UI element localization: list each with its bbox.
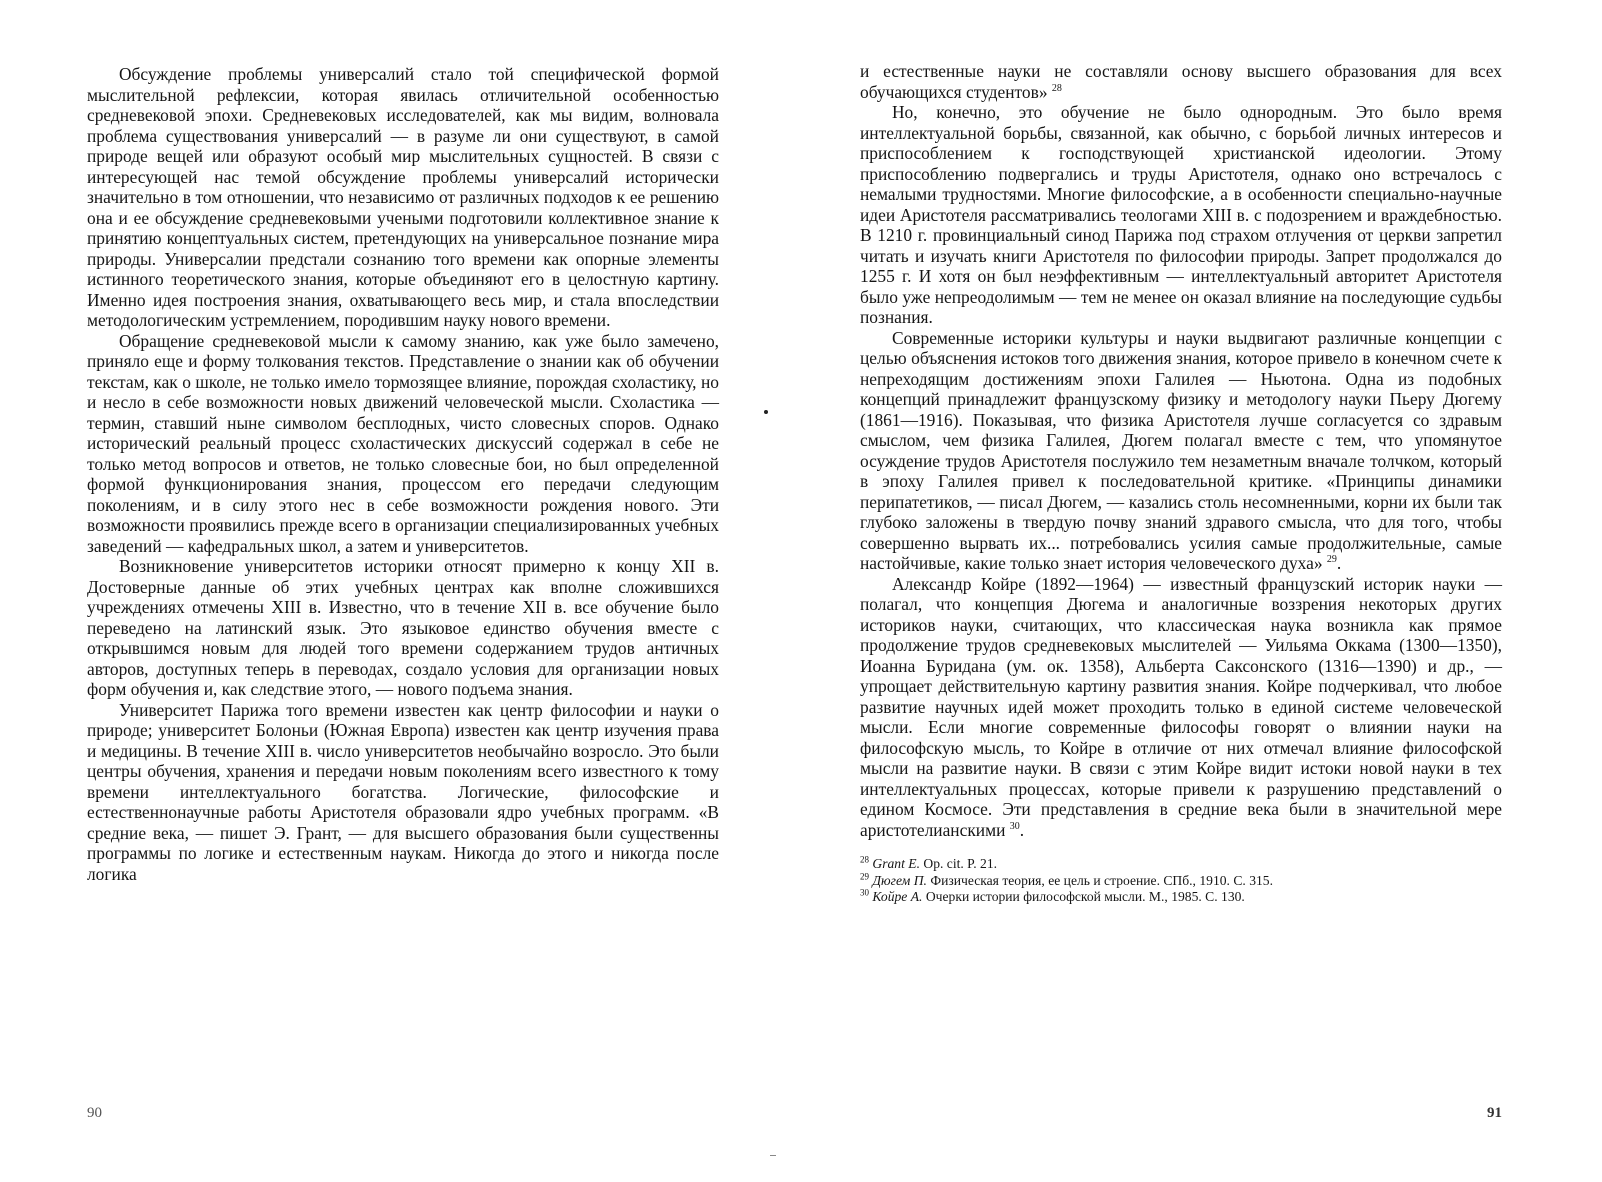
paragraph-text: Современные историки культуры и науки выдвигают различные концепции с целью объяснения истоков того движения знания, которое привело в конечном счете к непреходящим достижениям эпохи Галилея — Ньютона. Одна из подобных концепций принадлежит французскому физику и методологу науки Пьеру Дюгему (1861—1916). Показывая, что физика Аристотеля лучше согласуется со здравым смыслом, чем физика Галилея, Дюгем полагал вместе с тем, что упомянутое осуждение трудов Аристотеля послужило тем незаметным вначале толчком, который в эпоху Галилея привел к последовательной критике. «Принципы динамики перипатетиков, — писал Дюгем, — казались столь несомненными, корни их были так глубоко заложены в твердую почву знаний здравого смысла, что для того, чтобы совершенно вырвать их... потребовались усилия самые продолжительные, самые настойчивые, какие только знает история человеческого духа» [860,327,1502,573]
paragraph: Возникновение университетов историки относят примерно к концу XII в. Достоверные данные об этих учебных центрах как вполне сложившихся учреждениях отмечены XIII в. Известно, что в течение XII в. все обучение было переведено на латинский язык. Это языковое единство обучения вместе с открывшимся новым для людей того времени содержанием трудов античных авторов, доступных теперь в переводах, создало условия для организации новых форм обучения и, как следствие этого, — нового подъема знания. [87,556,719,699]
footnote-number: 28 [860,854,869,865]
page-number: 91 [1487,1105,1502,1121]
footnote-ref: 30 [1009,820,1020,832]
paragraph-text: Александр Койре (1892—1964) — известный французский историк науки — полагал, что концепция Дюгема и аналогичные воззрения некоторых других историков науки, считающих, что классическая наука возникла как прямое продолжение трудов средневековых мыслителей — Уильяма Оккама (1300—1350), Иоанна Буридана (ум. ок. 1358), Альберта Саксонского (1316—1390) и др., — упрощает действительную картину развития знания. Койре подчеркивал, что любое развитие научных идей может проходить только в единой системе человеческой мысли. Если многие современные философы говорят о влиянии науки на философскую мысль, то Койре в отличие от них отмечал влияние философской мысли на развитие науки. В связи с этим Койре видит истоки новой науки в тех интеллектуальных процессах, которые привели к разрушению представлений о едином Космосе. Эти представления в средние века были в значительной мере аристотелианскими [860,573,1502,840]
footnote-author: Дюгем П. [872,872,927,888]
footnote-text: Физическая теория, ее цель и строение. СПб., 1910. С. 315. [930,872,1273,888]
footnote [860,870,1502,890]
page-number: 90 [87,1105,102,1121]
footnote-text: Op. cit. P. 21. [923,856,998,871]
continuation-text: и естественные науки не составляли основу высшего образования для всех обучающихся студентов» [860,61,1502,102]
right-page [801,0,1602,1182]
footnotes [860,856,1502,906]
paragraph [860,102,1502,328]
gutter-tick [770,1155,776,1156]
paragraph-continuation [860,61,1502,102]
paragraph: Обращение средневековой мысли к самому знанию, как уже было замечено, приняло еще и форму толкования текстов. Представление о знании как об обучении текстам, как о школе, не только имело тормозящее влияние, порождая схоластику, но и несло в себе возможности новых движений человеческой мысли. Схоластика — термин, ставший ныне символом бесплодных, чисто словесных споров. Однако исторический реальный процесс схоластических дискуссий содержал в себе не только метод вопросов и ответов, не только словесные бои, но был определенной формой функционирования знания, процессом его передачи следующим поколениям, и в силу этого нес в себе возможности рождения нового. Эти возможности проявились прежде всего в организации специализированных учебных заведений — кафедральных школ, а затем и университетов. [87,330,719,556]
left-text-column [87,64,719,884]
footnote [860,856,1502,873]
paragraph: Современные историки культуры и науки выдвигают различные концепции с целью объяснения истоков того движения знания, которое привело в конечном счете к непреходящим достижениям эпохи Галилея — Ньютона. Одна из подобных концепций принадлежит французскому физику и методологу науки Пьеру Дюгему (1861—1916). Показывая, что физика Аристотеля лучше согласуется со здравым смыслом, чем физика Галилея, Дюгем полагал вместе с тем, что упомянутое осуждение трудов Аристотеля послужило тем незаметным вначале толчком, который в эпоху Галилея привел к последовательной критике. «Принципы динамики перипатетиков, — писал Дюгем, — казались столь несомненными, корни их были так глубоко заложены в твердую почву знаний здравого смысла, что для того, чтобы совершенно вырвать их... потребовались усилия самые продолжительные, самые настойчивые, какие только знает история человеческого духа» $^{29}$. [860,327,1502,573]
paragraph-text: Но, конечно, это обучение не было однородным. Это было время интеллектуальной борьбы, связанной, как обычно, с борьбой личных интересов и приспособлением к господствующей христианской идеологии. Этому приспособлению подвергались и труды Аристотеля, однако оно встречалось с немалыми трудностями. Многие философские, а в особенности специально-научные идеи Аристотеля рассматривались теологами XIII в. с подозрением и враждебностью. В 1210 г. провинциальный синод Парижа под страхом отлучения от церкви запретил читать и изучать книги Аристотеля по философии природы. Запрет продолжался до 1255 г. И хотя он был неэффективным — интеллектуальный авторитет Аристотеля было уже непреодолимым — тем не менее он оказал влияние на последующие судьбы познания. [860,102,1502,327]
footnote [860,889,1502,906]
footnote-ref: 28 [1051,82,1062,94]
footnote-author: Grant E. [872,856,920,871]
gutter-dot [764,410,768,414]
footnote-author: Койре А. [872,889,923,904]
right-text-column [860,61,1502,906]
paragraph: Университет Парижа того времени известен как центр философии и науки о природе; университет Болоньи (Южная Европа) известен как центр изучения права и медицины. В течение XIII в. число университетов необычайно возросло. Это были центры обучения, хранения и передачи новым поколениям всего известного к тому времени интеллектуального богатства. Логические, философские и естественнонаучные работы Аристотеля образовали ядро учебных программ. «В средние века, — пишет Э. Грант, — для высшего образования были существенны программы по логике и естественным наукам. Никогда до этого и никогда после логика [87,699,719,884]
footnote-number: 30 [860,887,869,898]
footnote-ref: 29 [1326,554,1337,566]
paragraph: Обсуждение проблемы универсалий стало той специфической формой мыслительной рефлексии, которая явилась отличительной особенностью средневековой эпохи. Средневековых исследователей, как мы видим, волновала проблема существования универсалий — в разуме ли они существуют, в самой природе вещей или образуют особый мир мыслительных сущностей. В связи с интересующей нас темой обсуждение проблемы универсалий исторически значительно в том отношении, что независимо от различных подходов к ее решению она и ее обсуждение средневековыми учеными подготовили коллективное знание к принятию концептуальных систем, претендующих на универсальное познание мира природы. Универсалии предстали сознанию того времени как опорные элементы истинного теоретического знания, которые объединяют его в целостную картину. Именно идея построения знания, охватывающего весь мир, и стала впоследствии методологическим устремлением, породившим науку нового времени. [87,64,719,330]
footnote-text: Очерки истории философской мысли. М., 1985. С. 130. [925,889,1245,904]
footnote-number: 29 [860,870,869,881]
paragraph: Александр Койре (1892—1964) — известный французский историк науки — полагал, что концепция Дюгема и аналогичные воззрения некоторых других историков науки, считающих, что классическая наука возникла как прямое продолжение трудов средневековых мыслителей — Уильяма Оккама (1300—1350), Иоанна Буридана (ум. ок. 1358), Альберта Саксонского (1316—1390) и др., — упрощает действительную картину развития знания. Койре подчеркивал, что любое развитие научных идей может проходить только в единой системе человеческой мысли. Если многие современные философы говорят о влиянии науки на философскую мысль, то Койре в отличие от них отмечал влияние философской мысли на развитие науки. В связи с этим Койре видит истоки новой науки в тех интеллектуальных процессах, которые привели к разрушению представлений о едином Космосе. Эти представления в средние века были в значительной мере аристотелианскими $^{30}$. [860,573,1502,840]
